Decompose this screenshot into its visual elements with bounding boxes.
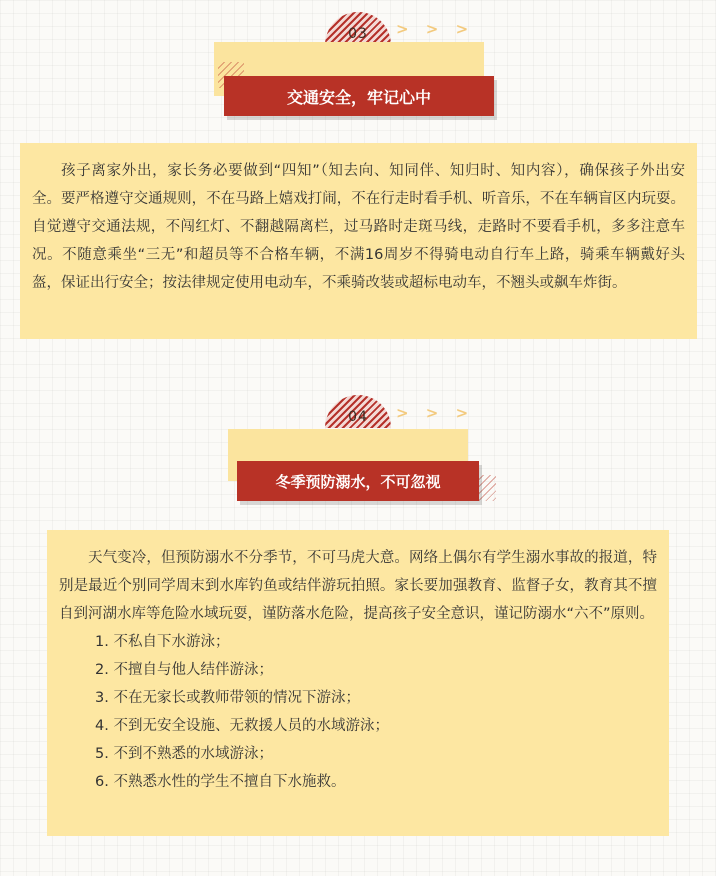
content-card bbox=[47, 530, 669, 836]
paragraph: 天气变冷，但预防溺水不分季节，不可马虎大意。网络上偶尔有学生溺水事故的报道，特别是最近个别同学周末到水库钓鱼或结伴游玩拍照。家长要加强教育、监督子女，教育其不擅自到河湖水库等危险水域玩耍，谨防落水危险，提高孩子安全意识，谨记防溺水“六不”原则。 bbox=[59, 550, 657, 622]
list-item: 6. 不熟悉水性的学生不擅自下水施救。 bbox=[95, 774, 346, 790]
list-item: 1. 不私自下水游泳； bbox=[95, 634, 230, 650]
section-traffic-safety bbox=[0, 0, 716, 360]
chevrons-icon: > > > bbox=[396, 20, 475, 38]
rules-list bbox=[59, 628, 657, 796]
section-number-badge bbox=[325, 395, 391, 428]
list-item: 4. 不到无安全设施、无救援人员的水域游泳； bbox=[95, 718, 389, 734]
section-title-text: 冬季预防溺水，不可忽视 bbox=[275, 472, 441, 491]
section-number: 03 bbox=[348, 26, 368, 42]
list-item: 2. 不擅自与他人结伴游泳； bbox=[95, 662, 273, 678]
paragraph: 孩子离家外出，家长务必要做到“四知”（知去向、知同伴、知归时、知内容），确保孩子外出安全。要严格遵守交通规则，不在马路上嬉戏打闹，不在行走时看手机、听音乐，不在车辆盲区内玩耍。自觉遵守交通法规，不闯红灯、不翻越隔离栏，过马路时走斑马线，走路时不要看手机，多多注意车况。不随意乘坐“三无”和超员等不合格车辆，不满16周岁不得骑电动自行车上路，骑乘车辆戴好头盔，保证出行安全；按法律规定使用电动车，不乘骑改装或超标电动车，不翘头或飙车炸街。 bbox=[32, 163, 685, 291]
list-item: 3. 不在无家长或教师带领的情况下游泳； bbox=[95, 690, 360, 706]
section-drowning-prevention bbox=[0, 380, 716, 876]
list-item: 5. 不到不熟悉的水域游泳； bbox=[95, 746, 273, 762]
section-title bbox=[224, 76, 494, 116]
section-title-text: 交通安全，牢记心中 bbox=[286, 87, 431, 107]
section-title bbox=[237, 461, 479, 501]
section-number: 04 bbox=[348, 409, 368, 425]
chevrons-icon: > > > bbox=[396, 404, 475, 422]
content-card bbox=[20, 143, 697, 339]
section-number-badge bbox=[325, 12, 391, 45]
